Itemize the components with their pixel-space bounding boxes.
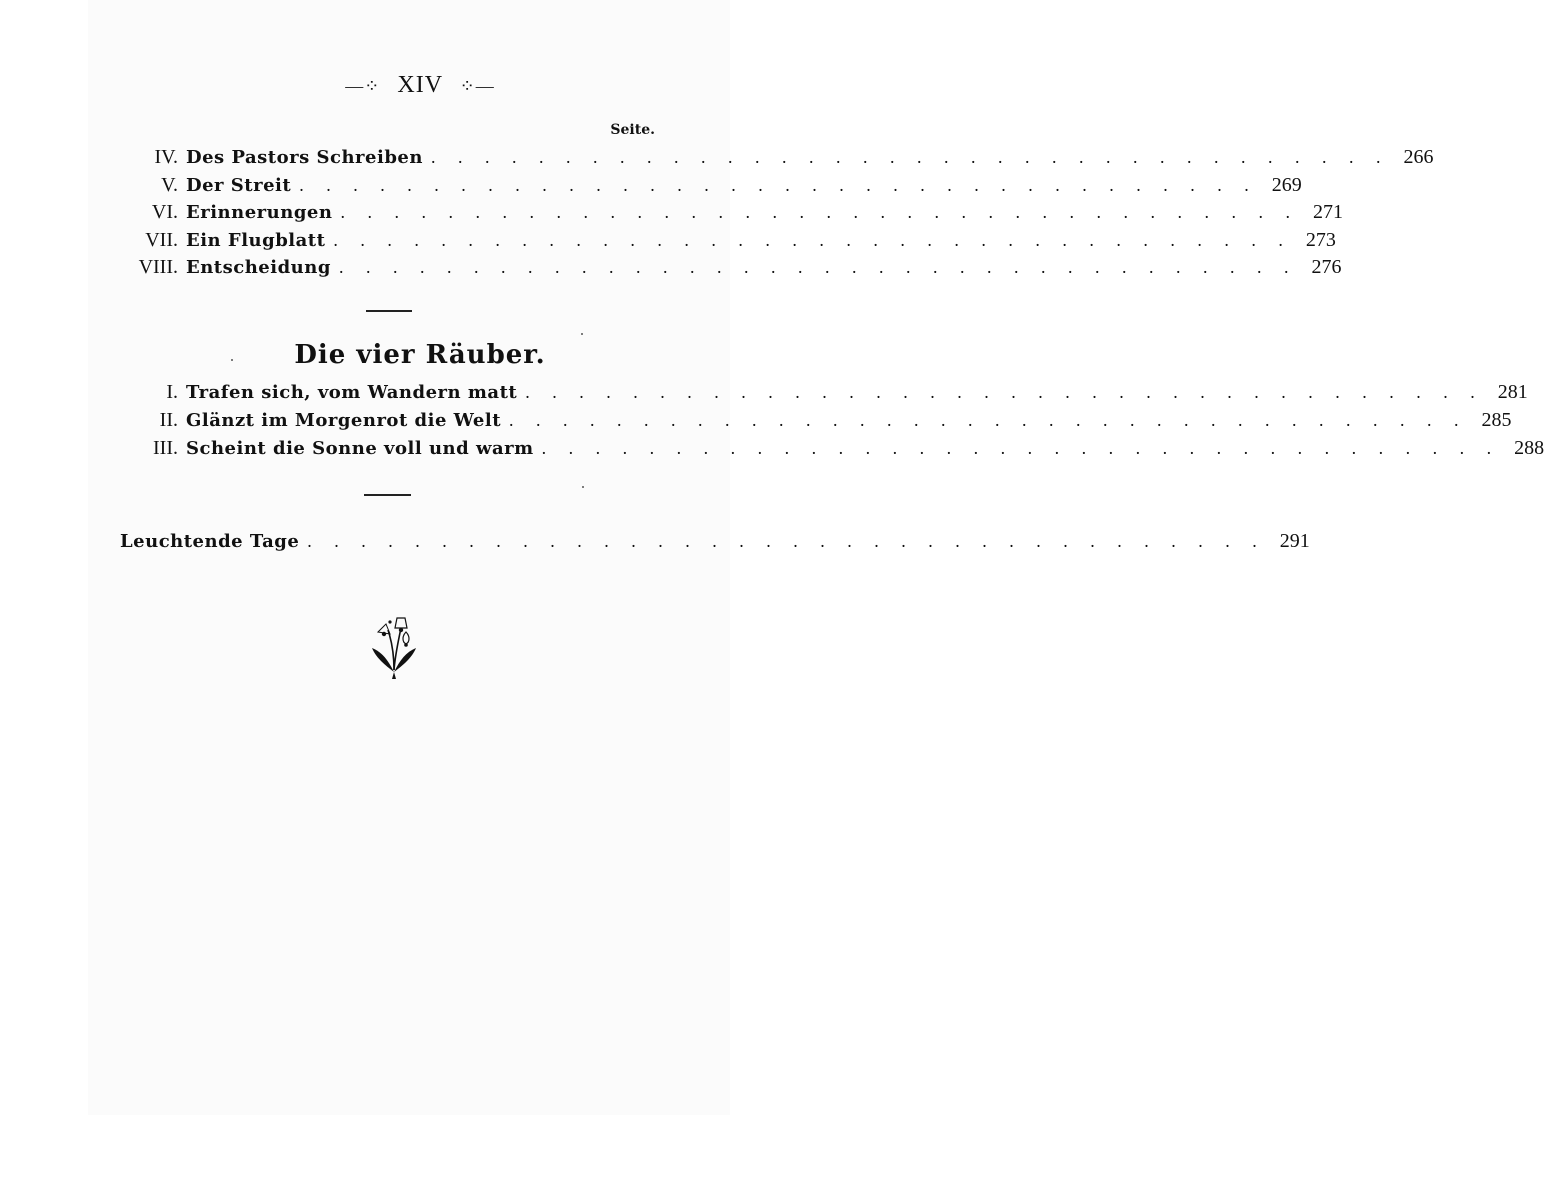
dot-leader: . . . . . . . . . . . . . . . . . . . . . . . . . . . . . . . . . . . .	[541, 438, 1501, 458]
page-number: XIV	[397, 72, 443, 98]
dot-leader: . . . . . . . . . . . . . . . . . . . . . . . . . . . . . . . . . . . .	[340, 202, 1299, 222]
entry-number: III.	[153, 437, 178, 459]
toc-entry	[120, 201, 1343, 229]
dot-leader: . . . . . . . . . . . . . . . . . . . . . . . . . . . . . . . . . . . .	[509, 410, 1468, 430]
entry-number: II.	[159, 409, 178, 431]
dot-leader: . . . . . . . . . . . . . . . . . . . . . . . . . . . . . . . . . . . .	[299, 175, 1258, 195]
entry-page: 281	[1497, 381, 1528, 403]
entry-number: VII.	[145, 229, 178, 251]
entry-page: 288	[1514, 437, 1544, 459]
entry-number: I.	[166, 381, 178, 403]
entry-number: VIII.	[138, 256, 178, 278]
toc-entry	[120, 381, 1528, 409]
flower-vignette-icon	[364, 612, 424, 680]
entry-page: 269	[1271, 174, 1302, 196]
header-right-ornament: ⁘—	[459, 75, 495, 96]
page-header	[0, 72, 840, 99]
dot-leader: . . . . . . . . . . . . . . . . . . . . . . . . . . . . . . . . . . . .	[430, 147, 1390, 167]
toc-entry	[120, 437, 1544, 465]
page-column-header: Seite.	[610, 122, 655, 138]
scan-speck	[581, 333, 583, 335]
toc-entry	[120, 256, 1342, 284]
section-divider	[364, 494, 411, 496]
entry-page: 276	[1311, 256, 1342, 278]
entry-title: Scheint die Sonne voll und warm	[186, 438, 534, 459]
toc-entry	[120, 146, 1434, 174]
toc-entry	[120, 229, 1336, 257]
toc-entry	[120, 409, 1512, 437]
entry-title: Glänzt im Morgenrot die Welt	[186, 410, 502, 431]
entry-title: Ein Flugblatt	[186, 230, 326, 251]
entry-page: 266	[1403, 146, 1434, 168]
entry-number: IV.	[154, 146, 178, 168]
entry-number: V.	[161, 174, 178, 196]
entry-page: 291	[1279, 530, 1310, 552]
toc-entry	[120, 174, 1302, 202]
entry-title: Entscheidung	[186, 257, 331, 278]
entry-page: 273	[1305, 229, 1336, 251]
toc-entry	[120, 530, 1310, 558]
header-left-ornament: —⁘	[345, 75, 381, 96]
section-title: Die vier Räuber.	[294, 340, 546, 370]
entry-page: 285	[1481, 409, 1512, 431]
dot-leader: . . . . . . . . . . . . . . . . . . . . . . . . . . . . . . . . . . . .	[525, 382, 1484, 402]
dot-leader: . . . . . . . . . . . . . . . . . . . . . . . . . . . . . . . . . . . .	[333, 230, 1292, 250]
section-divider	[366, 310, 412, 312]
entry-title: Trafen sich, vom Wandern matt	[186, 382, 518, 403]
entry-title: Des Pastors Schreiben	[186, 147, 423, 168]
entry-title: Der Streit	[186, 175, 292, 196]
entry-page: 271	[1312, 201, 1343, 223]
dot-leader: . . . . . . . . . . . . . . . . . . . . . . . . . . . . . . . . . . . .	[338, 257, 1298, 277]
scan-speck	[582, 486, 584, 488]
dot-leader: . . . . . . . . . . . . . . . . . . . . . . . . . . . . . . . . . . . .	[307, 531, 1266, 551]
entry-title: Erinnerungen	[186, 202, 333, 223]
entry-title: Leuchtende Tage	[120, 531, 300, 552]
entry-number: VI.	[151, 201, 178, 223]
